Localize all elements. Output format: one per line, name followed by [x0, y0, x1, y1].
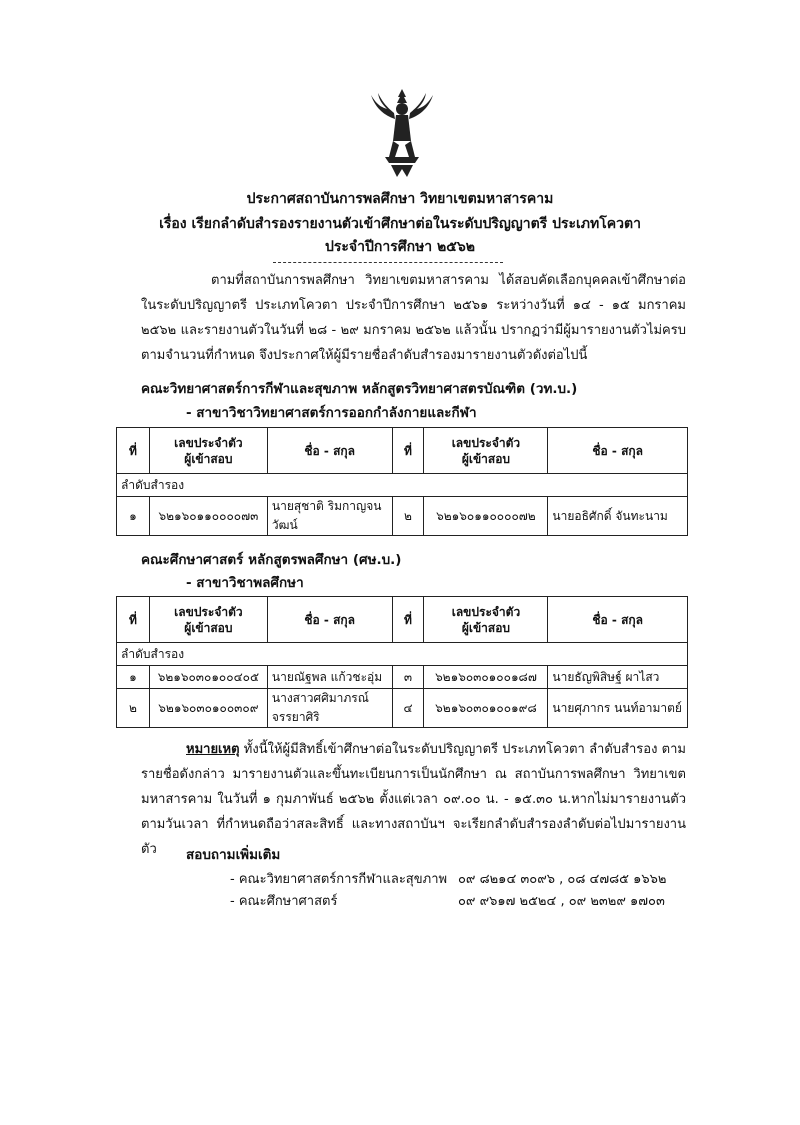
cell-name: นายธัญพิสิษฐ์ ผาไสว: [548, 666, 688, 689]
col-no: ที่: [392, 428, 424, 474]
cell-id: ๖๒๑๖๐๑๑๐๐๐๐๗๓: [149, 497, 267, 536]
cell-id: ๖๒๑๖๐๓๐๑๐๐๑๘๗: [424, 666, 548, 689]
contact-phone: ๐๙ ๘๒๑๔ ๓๐๙๖ , ๐๘ ๔๗๘๕ ๑๖๖๒: [458, 872, 667, 887]
garuda-emblem-icon: [367, 85, 437, 180]
reserve-table: [116, 427, 688, 536]
col-id: [424, 428, 548, 474]
table-row: [117, 666, 688, 689]
cell-name: นายอธิศักดิ์ จันทะนาม: [548, 497, 688, 536]
contact-label: - คณะศึกษาศาสตร์: [230, 894, 338, 909]
col-name: ชื่อ - สกุล: [267, 597, 392, 643]
col-id-line2: ผู้เข้าสอบ: [184, 620, 233, 635]
contact-phone: ๐๙ ๙๖๑๗ ๒๕๒๔ , ๐๙ ๒๓๒๙ ๑๗๐๓: [458, 894, 665, 909]
intro-paragraph: ตามที่สถาบันการพลศึกษา วิทยาเขตมหาสารคาม ได้สอบคัดเลือกบุคคลเข้าศึกษาต่อในระดับปริญญาตรี ประเภทโควตา ประจำปีการศึกษา ๒๕๖๑ ระหว่างวันที่ ๑๔ - ๑๕ มกราคม ๒๕๖๒ และรายงานตัวในวันที่ ๒๘ - ๒๙ มกราคม ๒๕๖๒ แล้วนั้น ปรากฏว่ามีผู้มารายงานตัวไม่ครบตามจำนวนที่กำหนด จึงประกาศให้ผู้มีรายชื่อลำดับสำรองมารายงานตัวดังต่อไปนี้: [141, 273, 686, 363]
col-no: ที่: [117, 597, 150, 643]
group-label: ลำดับสำรอง: [117, 643, 688, 666]
col-id-line1: เลขประจำตัว: [451, 604, 521, 619]
contact-label: - คณะวิทยาศาสตร์การกีฬาและสุขภาพ: [230, 872, 448, 887]
col-id: [149, 597, 267, 643]
cell-name: นายสุชาติ ริมกาญจนวัฒน์: [267, 497, 392, 536]
col-no: ที่: [117, 428, 150, 474]
cell-id: ๖๒๑๖๐๓๐๑๐๐๔๐๕: [149, 666, 267, 689]
note-label: หมายเหตุ: [186, 742, 240, 757]
reserve-table: [116, 596, 688, 728]
note-text: ทั้งนี้ให้ผู้มีสิทธิ์เข้าศึกษาต่อในระดับปริญญาตรี ประเภทโควตา ลำดับสำรอง ตามรายชื่อดังกล่าว มารายงานตัวและขึ้นทะเบียนการเป็นนักศึกษา ณ สถาบันการพลศึกษา วิทยาเขตมหาสารคาม ในวันที่ ๑ กุมภาพันธ์ ๒๕๖๒ ตั้งแต่เวลา ๐๙.๐๐ น. - ๑๕.๓๐ น.หากไม่มารายงานตัวตามวันเวลา ที่กำหนดถือว่าสละสิทธิ์ และทางสถาบันฯ จะเรียกลำดับสำรองลำดับต่อไปมารายงานตัว: [141, 742, 686, 857]
cell-name: นางสาวศศิมาภรณ์ จรรยาศิริ: [267, 689, 392, 728]
academic-year: ประจำปีการศึกษา ๒๕๖๒: [324, 239, 475, 255]
contact-heading: สอบถามเพิ่มเติม: [186, 847, 281, 863]
divider: [273, 262, 503, 263]
major-heading: - สาขาวิชาพลศึกษา: [186, 575, 304, 591]
cell-id: ๖๒๑๖๐๑๑๐๐๐๐๗๒: [424, 497, 548, 536]
cell-no: ๑: [117, 666, 150, 689]
cell-id: ๖๒๑๖๐๓๐๑๐๐๓๐๙: [149, 689, 267, 728]
col-name: ชื่อ - สกุล: [548, 428, 688, 474]
col-id-line1: เลขประจำตัว: [451, 435, 521, 450]
announcement-title: ประกาศสถาบันการพลศึกษา วิทยาเขตมหาสารคาม: [246, 191, 554, 207]
cell-id: ๖๒๑๖๐๓๐๑๐๐๑๙๘: [424, 689, 548, 728]
col-id: [424, 597, 548, 643]
announcement-subject: เรื่อง เรียกลำดับสำรองรายงานตัวเข้าศึกษาต่อในระดับปริญญาตรี ประเภทโควตา: [159, 216, 641, 232]
table-row: [117, 497, 688, 536]
cell-no: ๑: [117, 497, 150, 536]
major-heading: - สาขาวิชาวิทยาศาสตร์การออกกำลังกายและกีฬา: [186, 405, 477, 421]
cell-no: ๓: [392, 666, 424, 689]
faculty-heading: คณะศึกษาศาสตร์ หลักสูตรพลศึกษา (ศษ.บ.): [141, 552, 402, 568]
cell-no: ๒: [392, 497, 424, 536]
table-row: [117, 689, 688, 728]
col-id-line1: เลขประจำตัว: [174, 604, 243, 619]
cell-no: ๔: [392, 689, 424, 728]
col-name: ชื่อ - สกุล: [548, 597, 688, 643]
col-id: [149, 428, 267, 474]
cell-name: นายณัฐพล แก้วชะอุ่ม: [267, 666, 392, 689]
cell-name: นายศุภากร นนท์อามาตย์: [548, 689, 688, 728]
col-id-line2: ผู้เข้าสอบ: [184, 451, 233, 466]
col-id-line1: เลขประจำตัว: [174, 435, 243, 450]
cell-no: ๒: [117, 689, 150, 728]
faculty-heading: คณะวิทยาศาสตร์การกีฬาและสุขภาพ หลักสูตรวิทยาศาสตรบัณฑิต (วท.บ.): [141, 381, 578, 397]
group-label: ลำดับสำรอง: [117, 474, 688, 497]
col-id-line2: ผู้เข้าสอบ: [461, 620, 511, 635]
col-id-line2: ผู้เข้าสอบ: [461, 451, 511, 466]
col-no: ที่: [392, 597, 424, 643]
col-name: ชื่อ - สกุล: [267, 428, 392, 474]
